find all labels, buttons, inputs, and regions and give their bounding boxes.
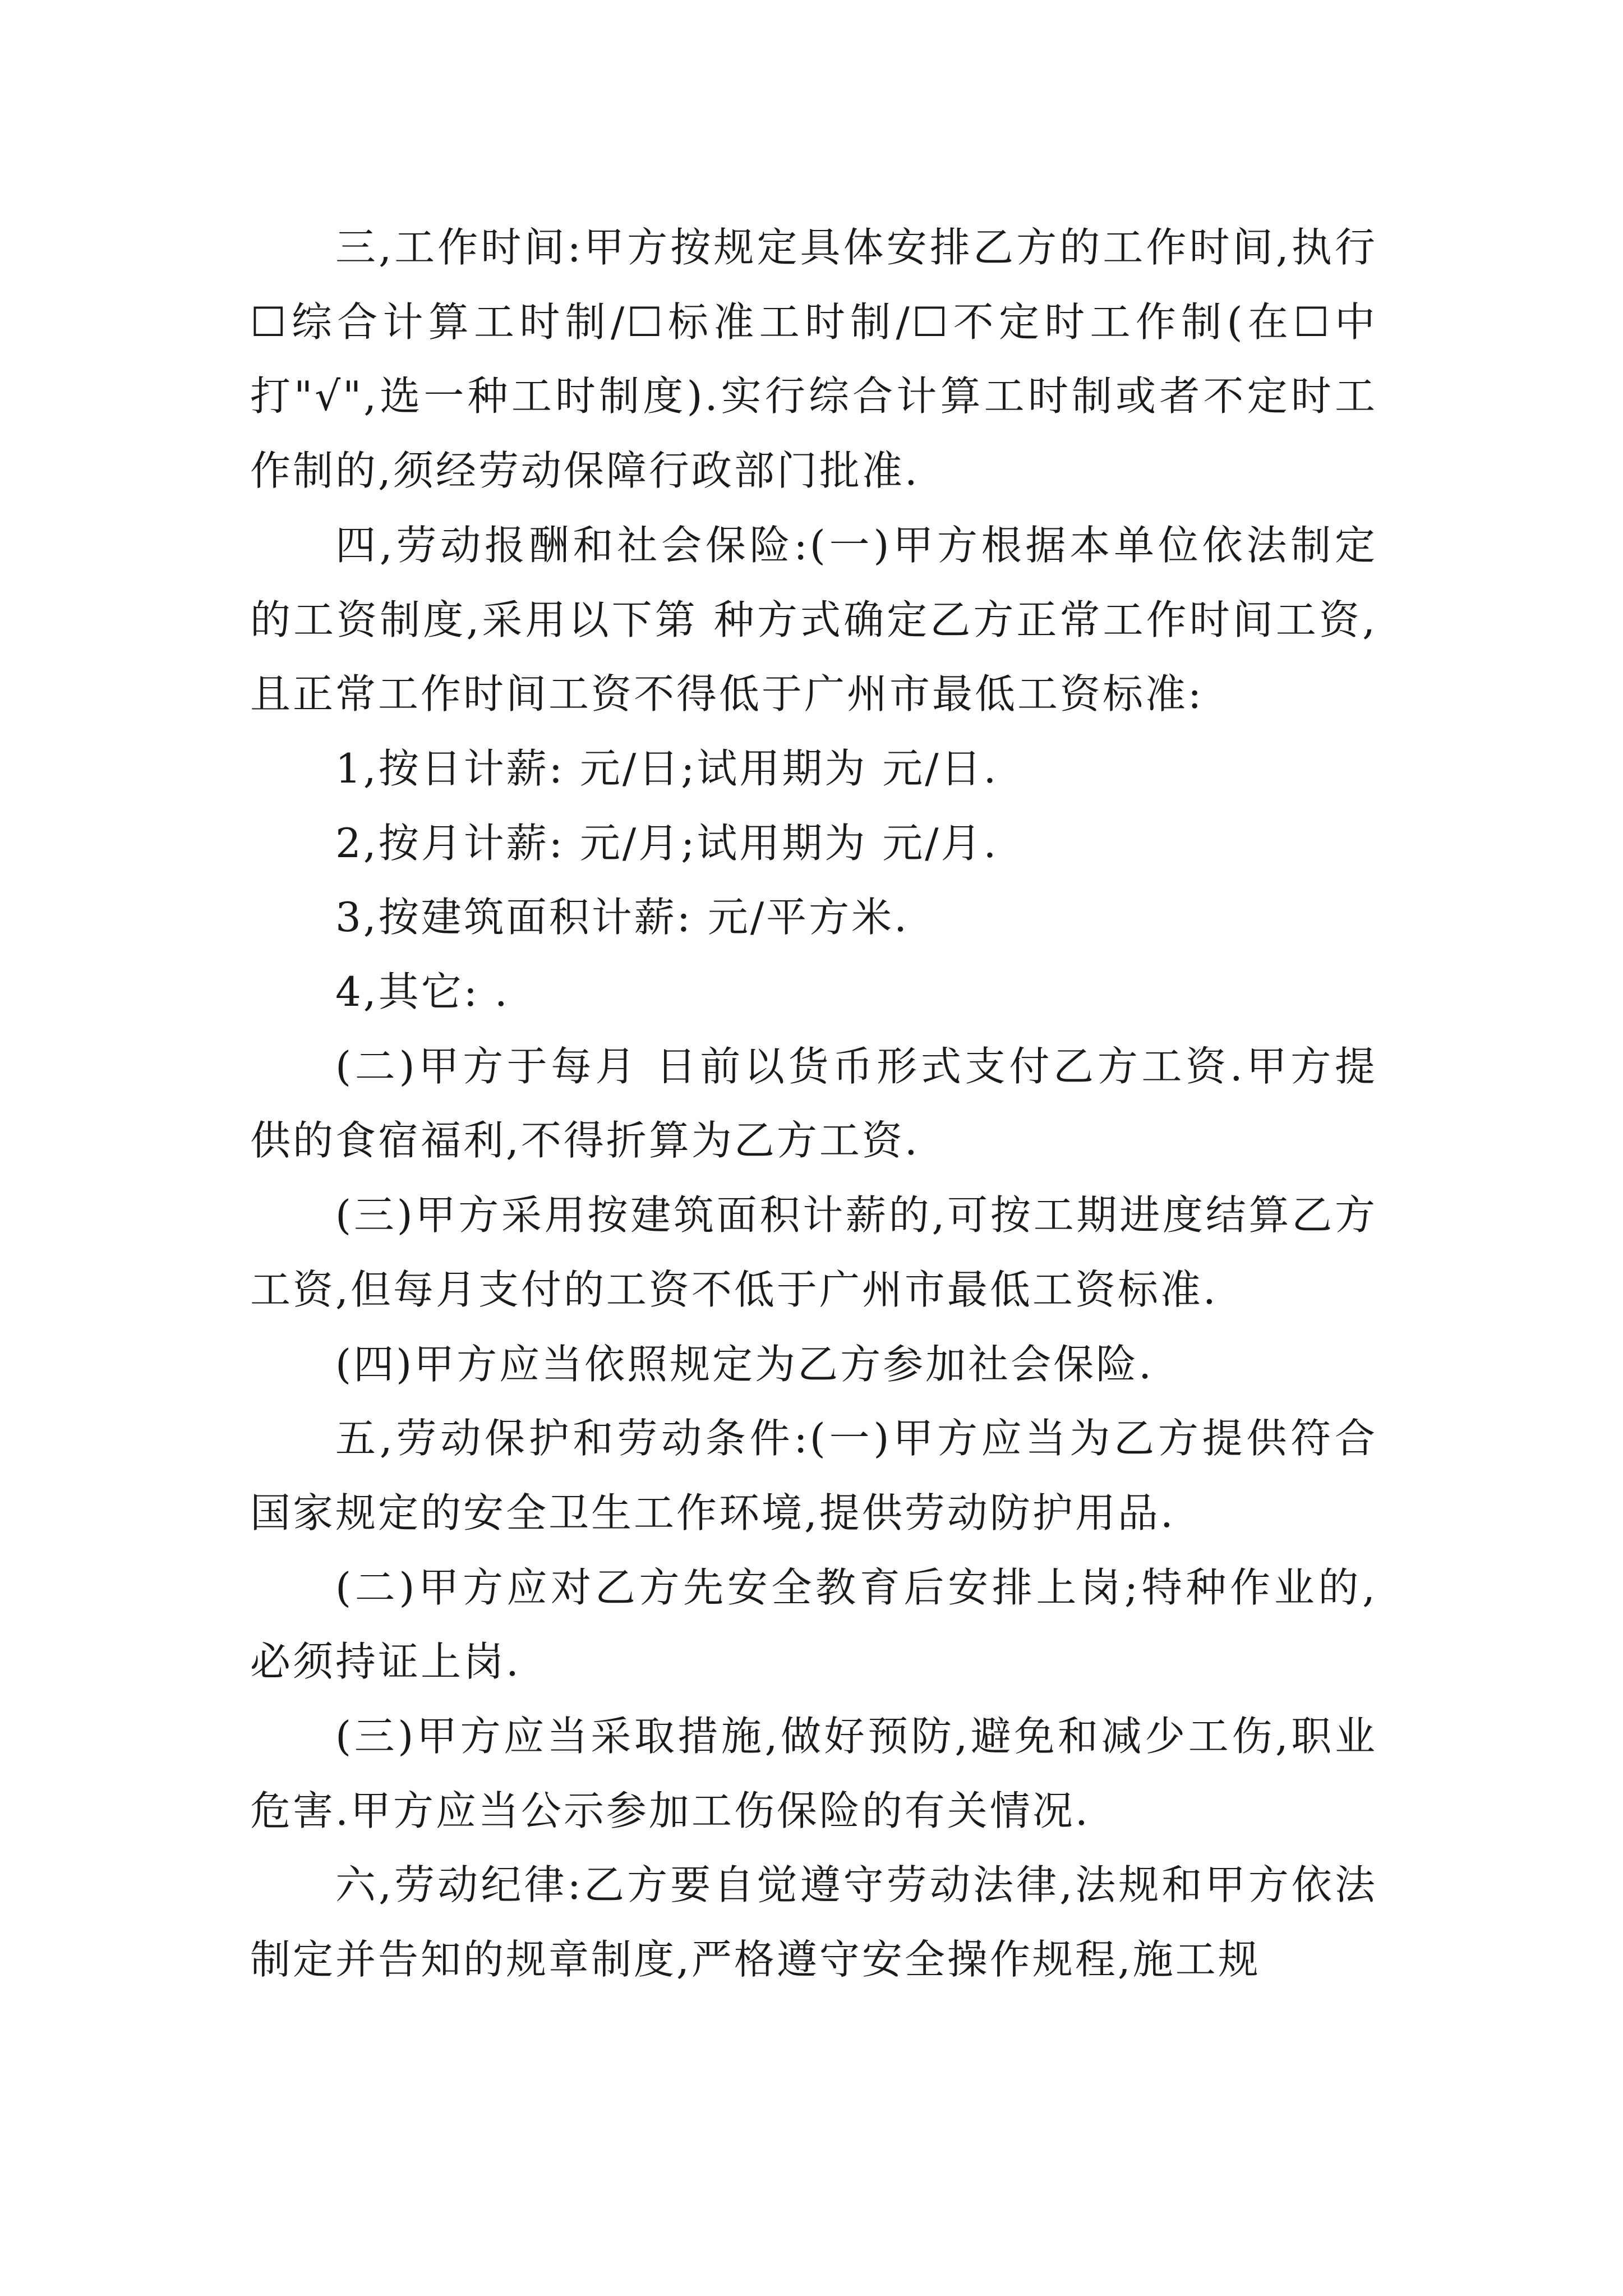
paragraph-pay-daily: 1,按日计薪: 元/日;试用期为 元/日.	[335, 744, 999, 792]
paragraph-pay-monthly: 2,按月计薪: 元/月;试用期为 元/月.	[335, 819, 999, 867]
paragraph-injury-prevention: (三)甲方应当采取措施,做好预防,避免和减少工伤,职业危害.甲方应当公示参加工伤保险的有关情况.	[250, 1713, 1377, 1834]
paragraph-pay-area: 3,按建筑面积计薪: 元/平方米.	[335, 894, 909, 941]
paragraph-area-settlement: (三)甲方采用按建筑面积计薪的,可按工期进度结算乙方工资,但每月支付的工资不低于广州市最低工资标准.	[250, 1191, 1377, 1313]
paragraph-pay-date: (二)甲方于每月 日前以货币形式支付乙方工资.甲方提供的食宿福利,不得折算为乙方工资.	[250, 1042, 1377, 1165]
paragraph-remuneration-intro: 四,劳动报酬和社会保险:(一)甲方根据本单位依法制定的工资制度,采用以下第 种方式确定乙方正常工作时间工资,且正常工作时间工资不得低于广州市最低工资标准:	[250, 521, 1377, 718]
paragraph-labor-discipline: 六,劳动纪律:乙方要自觉遵守劳动法律,法规和甲方依法制定并告知的规章制度,严格遵守安全操作规程,施工规	[250, 1861, 1377, 1984]
paragraph-labor-protection: 五,劳动保护和劳动条件:(一)甲方应当为乙方提供符合国家规定的安全卫生工作环境,提供劳动防护用品.	[250, 1415, 1377, 1536]
paragraph-social-insurance: (四)甲方应当依照规定为乙方参加社会保险.	[335, 1340, 1154, 1388]
document-body	[250, 210, 1377, 1997]
paragraph-safety-education: (二)甲方应对乙方先安全教育后安排上岗;特种作业的,必须持证上岗.	[250, 1563, 1377, 1686]
paragraph-working-hours: 三,工作时间:甲方按规定具体安排乙方的工作时间,执行☐综合计算工时制/☐标准工时制/☐不定时工作制(在☐中打"√",选一种工时制度).实行综合计算工时制或者不定时工作制的,须经劳动保障行政部门批准.	[250, 224, 1377, 495]
paragraph-pay-other: 4,其它: .	[335, 968, 510, 1016]
